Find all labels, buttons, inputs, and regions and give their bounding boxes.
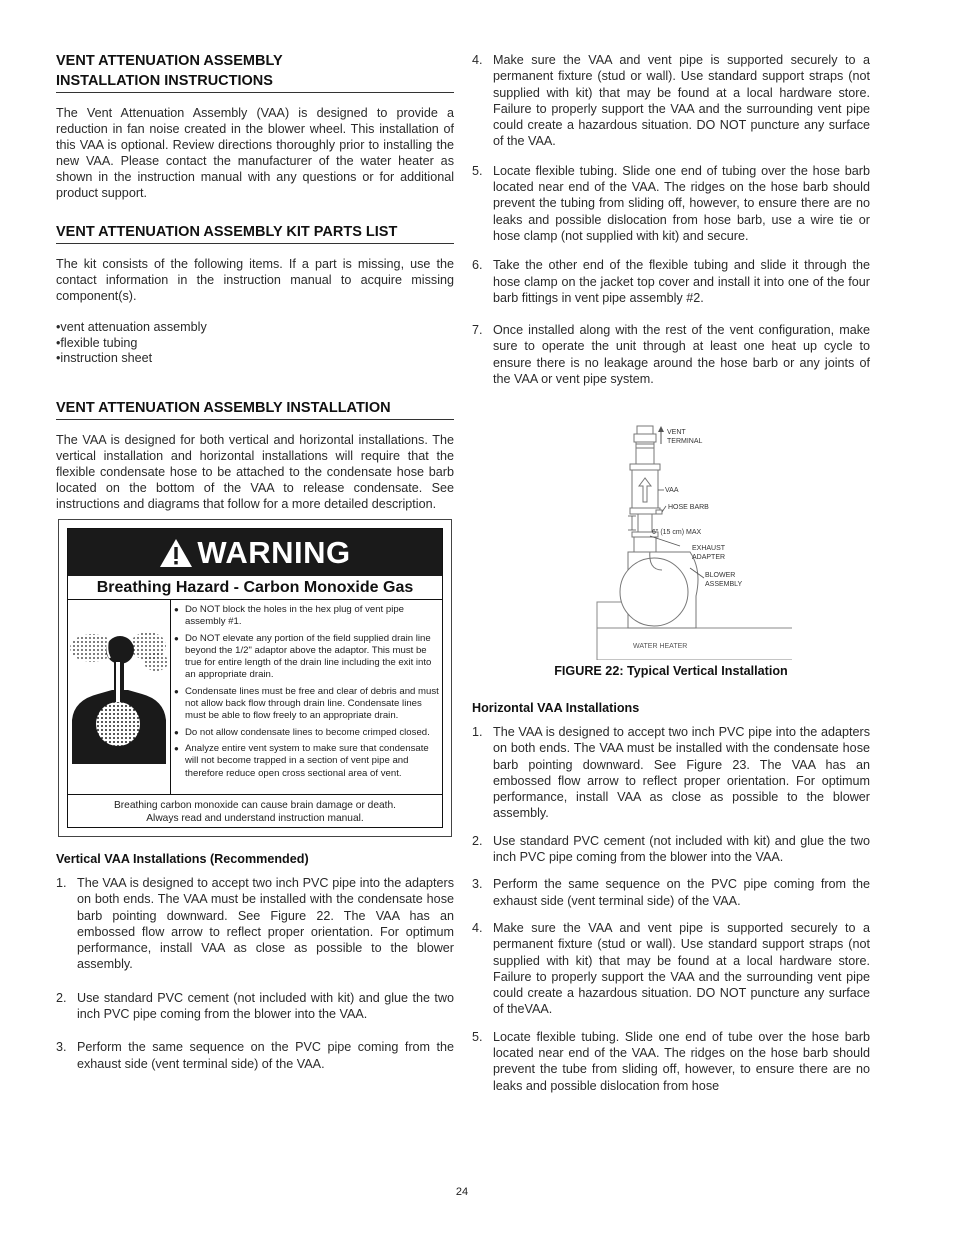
step-number: 7.	[472, 323, 483, 338]
warning-box	[58, 519, 452, 837]
list-item	[472, 52, 870, 150]
step-text: Use standard PVC cement (not included with kit) and glue the two inch PVC pipe coming from the blower into the VAA.	[77, 990, 454, 1022]
step-number: 4.	[472, 53, 483, 67]
label-exhaust-adapter: EXHAUST	[692, 545, 726, 552]
list-item	[472, 322, 870, 387]
label-vent-terminal: VENT	[667, 429, 686, 436]
step-text: Perform the same sequence on the PVC pipe coming from the exhaust side (vent terminal side) of the VAA.	[77, 1040, 454, 1071]
warning-footer-line-1: Breathing carbon monoxide can cause brain damage or death.	[113, 800, 397, 811]
list-item	[472, 163, 870, 244]
list-item	[472, 876, 870, 909]
figure-caption: FIGURE 22: Typical Vertical Installation	[554, 664, 788, 678]
list-item	[472, 1029, 870, 1094]
parts-list	[56, 320, 454, 367]
step-number: 2.	[472, 833, 483, 848]
list-item	[472, 920, 870, 1018]
step-number: 5.	[472, 1029, 483, 1044]
step-number: 2.	[56, 990, 67, 1005]
list-item: • instruction sheet	[56, 351, 454, 367]
warning-inner	[67, 528, 443, 828]
list-item	[472, 257, 870, 306]
assembly-installation-heading: VENT ATTENUATION ASSEMBLY INSTALLATION	[56, 399, 391, 416]
label-blower-assembly: ASSEMBLY	[705, 581, 743, 588]
list-item: ● Analyze entire vent system to make sure that condensate will not become trapped in a section of vent pipe and therefore reduce open cross sectional area of vent.	[174, 743, 440, 780]
label-hose-barb: HOSE BARB	[668, 504, 709, 511]
step-text: Once installed along with the rest of the vent configuration, make sure to operate the unit through at least one heat up cycle to ensure there is no leakage around the hose barb or any joints of the VAA or vent pipe system.	[493, 323, 870, 387]
water-heater-shape	[597, 628, 792, 660]
heading-line-2: INSTALLATION INSTRUCTIONS	[56, 73, 273, 89]
list-item: ● Do NOT elevate any portion of the field supplied drain line beyond the 1/2" adaptor above the adaptor. This must be true for entire length of the drain line including the exit into an appropriate drain.	[174, 633, 440, 682]
page-number: 24	[455, 1186, 469, 1198]
list-item: • flexible tubing	[56, 336, 454, 352]
install-paragraph: The VAA is designed for both vertical and horizontal installations. The vertical installation and horizontal installations will require that the flexible condensate hose to be attached to the condensate hose barb located on the bottom of the VAA to release condensate. See instructions and diagrams that follow for a more detailed description.	[56, 432, 454, 511]
warning-title: WARNING	[197, 534, 351, 570]
carbon-monoxide-pictogram	[68, 600, 171, 794]
warning-footer-line-2: Always read and understand instruction manual.	[146, 813, 364, 824]
label-vent-terminal: TERMINAL	[667, 438, 703, 445]
right-column	[472, 52, 870, 387]
step-number: 6.	[472, 258, 483, 273]
horizontal-heading: Horizontal VAA Installations	[472, 701, 640, 715]
step-number: 3.	[56, 1040, 67, 1055]
list-item	[56, 875, 454, 973]
vertical-installations	[56, 852, 454, 1072]
parts-heading: VENT ATTENUATION ASSEMBLY KIT PARTS LIST	[56, 224, 398, 240]
left-column	[56, 52, 454, 512]
horizontal-steps	[472, 724, 870, 1094]
continued-steps	[472, 52, 870, 387]
list-item: • vent attenuation assembly	[56, 320, 454, 336]
vertical-steps	[56, 875, 454, 1072]
list-item: ● Do not allow condensate lines to become crimped closed.	[174, 727, 440, 739]
label-max-distance: 6" (15 cm) MAX	[652, 529, 702, 536]
warning-subtitle: Breathing Hazard - Carbon Monoxide Gas	[68, 576, 442, 600]
step-text: Make sure the VAA and vent pipe is supported securely to a permanent fixture (stud or wall). Use standard support straps (not supplied with kit) that may be found at a local hardware store. Failure to properly support the VAA and the surrounding vent pipe could create a hazardous situation. DO NOT puncture any surface of theVAA.	[493, 920, 870, 1017]
list-item: ● Condensate lines must be free and clear of debris and must not allow back flow through drain line. Condensate lines must be able to flow freely to an appropriate drain.	[174, 686, 440, 723]
heading-line-1: VENT ATTENUATION ASSEMBLY	[56, 53, 283, 69]
step-text: Use standard PVC cement (not included with kit) and glue the two inch PVC pipe coming from the blower into the VAA.	[493, 833, 870, 865]
section-heading-parts	[56, 223, 454, 244]
section-heading-installation	[56, 52, 454, 93]
label-blower-assembly: BLOWER	[705, 572, 736, 579]
step-number: 1.	[56, 876, 67, 890]
vertical-heading: Vertical VAA Installations (Recommended)	[56, 852, 309, 866]
step-number: 4.	[472, 920, 483, 935]
step-number: 5.	[472, 163, 483, 178]
list-item	[56, 990, 454, 1023]
step-text: Make sure the VAA and vent pipe is supported securely to a permanent fixture (stud or wall). Use standard support straps (not supplied with kit) that may be found at a local hardware store. Failure to properly support the VAA and the surrounding vent pipe could create a hazardous situation. DO NOT puncture any surface of the VAA.	[493, 53, 870, 149]
step-text: Perform the same sequence on the PVC pipe coming from the exhaust side (vent terminal side) of the VAA.	[493, 877, 870, 908]
list-item: ● Do NOT block the holes in the hex plug of vent pipe assembly #1.	[174, 604, 440, 629]
step-text: Locate flexible tubing. Slide one end of tube over the hose barb located near end of the VAA. The ridges on the hose barb should prevent the tube from sliding off, however, to ensure there are no leaks and possible dislocation from hose	[493, 1029, 870, 1093]
label-vaa: VAA	[665, 487, 679, 494]
breathing-hazard-icon	[68, 600, 169, 794]
list-item	[472, 724, 870, 822]
vaa-shape	[632, 468, 658, 514]
warning-triangle-icon	[159, 538, 193, 568]
section-heading-assembly-installation	[56, 399, 454, 420]
step-number: 1.	[472, 725, 483, 739]
step-text: The VAA is designed to accept two inch PVC pipe into the adapters on both ends. The VAA must be installed with the condensate hose barb pointing downward. See Figure 22. The VAA has an embossed flow arrow to reflect proper orientation. For optimum performance, install VAA as close as possible to the blower assembly.	[77, 876, 454, 972]
list-item	[56, 1039, 454, 1072]
step-text: Take the other end of the flexible tubing and slide it through the hose clamp on the jacket top cover and install it into one of the four barb fittings in vent pipe assembly #2.	[493, 258, 870, 305]
step-number: 3.	[472, 877, 483, 892]
vertical-installation-figure	[592, 420, 792, 660]
list-item	[472, 833, 870, 866]
step-text: Locate flexible tubing. Slide one end of tubing over the hose barb located near end of the VAA. The ridges on the hose barb should prevent the tubing from sliding off, however, to ensure there are no leaks and possible dislocation from hose barb, use a wire tie or hose clamp (not supplied with kit) and secure.	[493, 163, 870, 243]
intro-paragraph: The Vent Attenuation Assembly (VAA) is designed to provide a reduction in fan noise created in the blower wheel. This installation of this VAA is optional. Review directions thoroughly prior to installing the new VAA. Please contact the manufacturer of the water heater as shown in the instruction manual with any questions or for additional product support.	[56, 106, 454, 200]
warning-list	[174, 604, 440, 784]
label-water-heater: WATER HEATER	[633, 643, 688, 650]
kit-paragraph: The kit consists of the following items. If a part is missing, use the contact information in the instruction manual to acquire missing component(s).	[56, 257, 454, 303]
warning-footer	[68, 794, 442, 828]
warning-header	[68, 529, 442, 576]
step-text: The VAA is designed to accept two inch PVC pipe into the adapters on both ends. The VAA must be installed with the condensate hose barb pointing downward. See Figure 23. The VAA has an embossed flow arrow to reflect proper orientation. For optimum performance, install VAA as close as possible to the blower assembly.	[493, 725, 870, 821]
horizontal-installations	[472, 701, 870, 1094]
label-exhaust-adapter: ADAPTER	[692, 554, 726, 561]
